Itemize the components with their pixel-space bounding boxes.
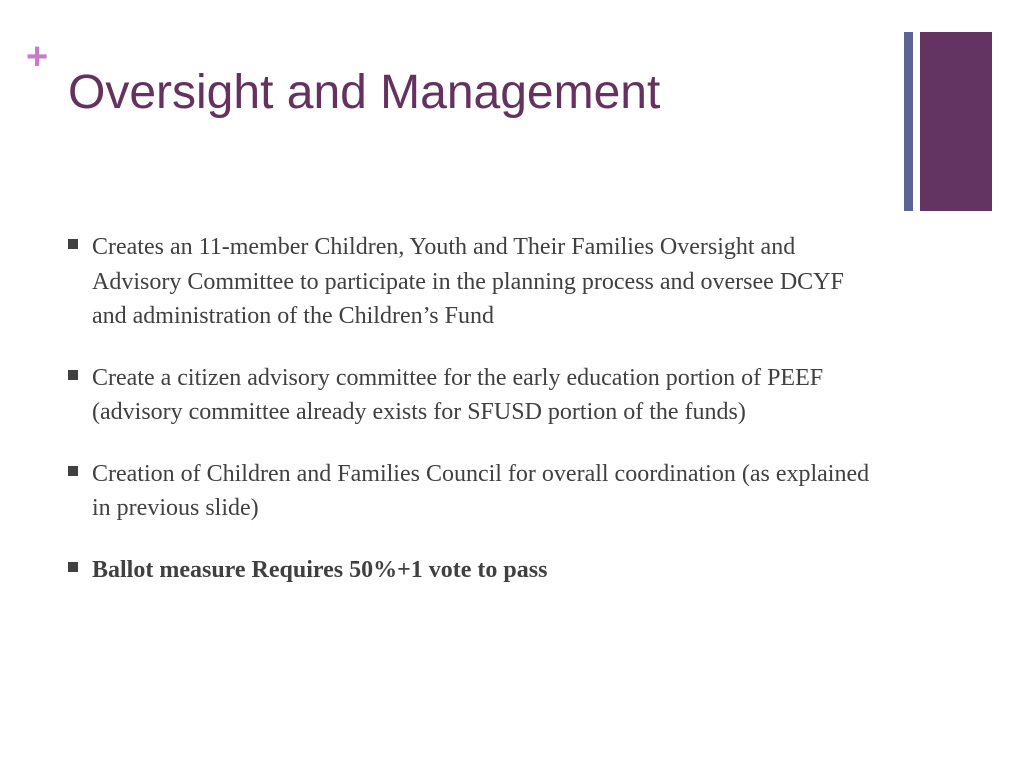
accent-bar-thin [904, 32, 913, 211]
bullet-item [68, 553, 878, 588]
bullet-item [68, 230, 878, 334]
square-bullet-icon [68, 370, 78, 380]
bullet-item [68, 457, 878, 526]
bullet-text: Creation of Children and Families Council for overall coordination (as explained in previous slide) [92, 460, 870, 521]
bullet-text: Create a citizen advisory committee for the early education portion of PEEF (advisory committee already exists for SFUSD portion of the funds) [92, 364, 824, 425]
bullet-list [68, 230, 878, 614]
square-bullet-icon [68, 239, 78, 249]
plus-icon: + [26, 36, 49, 78]
accent-bar-thick [920, 32, 992, 211]
bullet-text-emphasis: Ballot measure Requires 50%+1 vote to pass [92, 556, 548, 583]
slide-title: Oversight and Management [68, 66, 661, 119]
square-bullet-icon [68, 466, 78, 476]
bullet-item [68, 361, 878, 430]
square-bullet-icon [68, 562, 78, 572]
bullet-text: Creates an 11-member Children, Youth and Their Families Oversight and Advisory Committee to participate in the planning process and oversee DCYF and administration of the Children’s Fund [92, 234, 844, 329]
